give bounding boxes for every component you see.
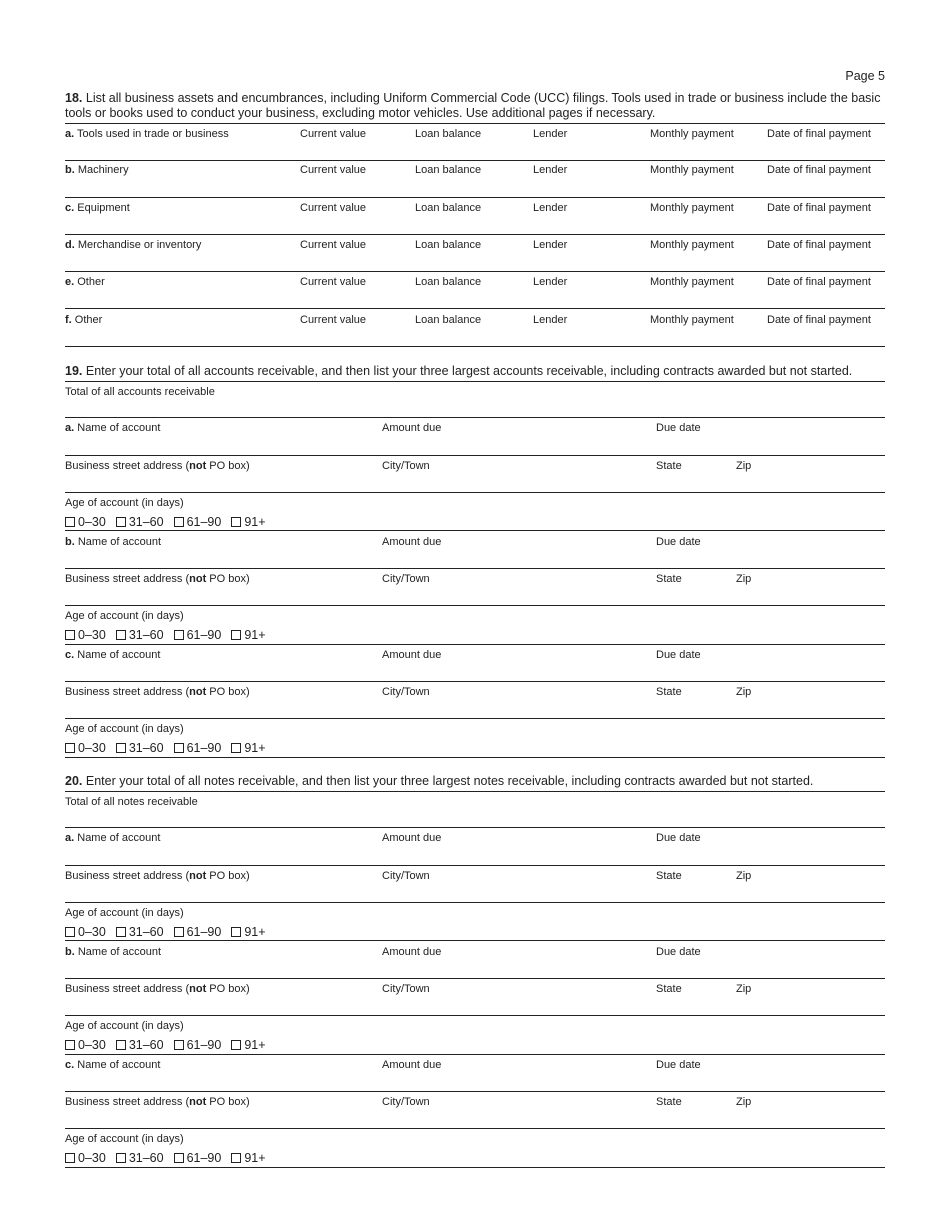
age-option-label: 31–60 [128,741,164,756]
asset-letter: f. [65,313,72,326]
checkbox[interactable] [65,743,75,753]
asset-column-label: Loan balance [415,238,482,251]
address-label [65,573,250,585]
age-options [65,1038,276,1052]
city-label: City/Town [382,459,430,472]
account-name-row[interactable] [65,942,885,979]
age-option[interactable] [116,741,164,755]
asset-column-label: Loan balance [415,201,482,214]
section-18-number: 18. [65,91,83,105]
age-option-label: 0–30 [78,1151,106,1166]
age-option[interactable] [231,1151,265,1165]
asset-letter: e. [65,276,75,289]
asset-label [65,314,102,326]
amount-due-label: Amount due [382,945,442,958]
age-option[interactable] [116,515,164,529]
account-letter: a. [65,832,75,845]
age-option-label: 61–90 [186,628,222,643]
city-label: City/Town [382,982,430,995]
account-address-row[interactable] [65,569,885,606]
address-label [65,1096,250,1108]
due-date-label: Due date [656,422,701,435]
asset-column-label: Monthly payment [650,201,734,214]
due-date-label: Due date [656,832,701,845]
age-option-label: 61–90 [186,1151,222,1166]
age-option[interactable] [174,515,222,529]
asset-column-label: Date of final payment [767,238,871,251]
section-20-instructions [65,774,885,789]
account-name-row[interactable] [65,645,885,682]
asset-row[interactable] [65,235,885,272]
checkbox[interactable] [174,517,184,527]
state-label: State [656,459,682,472]
address-label [65,686,250,698]
age-option[interactable] [116,925,164,939]
city-label: City/Town [382,572,430,585]
zip-label: Zip [736,869,752,882]
address-text-end: PO box) [206,982,250,995]
account-address-row[interactable] [65,866,885,903]
address-not: not [189,869,207,882]
due-date-label: Due date [656,648,701,661]
account-age-row [65,1129,885,1168]
due-date-label: Due date [656,535,701,548]
age-option[interactable] [174,925,222,939]
zip-label: Zip [736,1096,752,1108]
total-label: Total of all notes receivable [65,796,198,808]
asset-row[interactable] [65,310,885,347]
asset-label [65,276,105,288]
total-label: Total of all accounts receivable [65,386,215,398]
checkbox[interactable] [231,1153,241,1163]
city-label: City/Town [382,869,430,882]
checkbox[interactable] [231,927,241,937]
checkbox[interactable] [65,1153,75,1163]
asset-letter: b. [65,164,75,177]
checkbox[interactable] [231,1040,241,1050]
asset-column-label: Lender [533,128,568,140]
age-option[interactable] [231,628,265,642]
age-option-label: 61–90 [186,741,222,756]
asset-column-label: Date of final payment [767,201,871,214]
asset-column-label: Date of final payment [767,128,871,140]
age-option-label: 91+ [244,514,266,529]
address-not: not [189,459,207,472]
asset-label [65,202,130,214]
asset-name: Equipment [77,201,130,214]
age-option-label: 91+ [244,628,266,643]
address-label [65,460,250,472]
asset-column-label: Date of final payment [767,164,871,177]
checkbox[interactable] [65,630,75,640]
account-letter: b. [65,535,75,548]
age-option[interactable] [231,741,265,755]
asset-column-label: Loan balance [415,164,482,177]
age-option-label: 31–60 [128,1151,164,1166]
asset-label [65,164,129,176]
address-text: Business street address ( [65,982,190,995]
account-letter: b. [65,945,75,958]
account-name-row[interactable] [65,828,885,865]
age-option-label: 61–90 [186,514,222,529]
amount-due-label: Amount due [382,648,442,661]
account-name-text: Name of account [77,422,161,435]
age-label: Age of account (in days) [65,610,184,623]
age-option-label: 31–60 [128,628,164,643]
account-address-row[interactable] [65,1092,885,1129]
account-name-label [65,832,160,844]
asset-column-label: Date of final payment [767,313,871,326]
account-name-text: Name of account [77,832,161,845]
checkbox[interactable] [65,1040,75,1050]
section-19-instructions [65,364,885,379]
age-option-label: 31–60 [128,514,164,529]
section-19-number: 19. [65,364,83,378]
checkbox[interactable] [174,927,184,937]
age-option[interactable] [231,1038,265,1052]
account-letter: c. [65,648,75,661]
age-option-label: 0–30 [78,741,106,756]
asset-column-label: Lender [533,313,568,326]
address-text: Business street address ( [65,459,190,472]
checkbox[interactable] [116,927,126,937]
account-age-row [65,493,885,532]
due-date-label: Due date [656,1058,701,1071]
age-option[interactable] [65,1151,106,1165]
address-text-end: PO box) [206,1096,250,1108]
asset-letter: c. [65,201,75,214]
state-label: State [656,869,682,882]
age-option-label: 91+ [244,1038,266,1053]
account-name-label [65,536,161,548]
account-address-row[interactable] [65,456,885,493]
account-name-text: Name of account [77,648,161,661]
account-name-text: Name of account [77,1058,161,1071]
age-option[interactable] [174,628,222,642]
account-name-text: Name of account [77,945,161,958]
asset-column-label: Loan balance [415,128,482,140]
age-option[interactable] [65,925,106,939]
checkbox[interactable] [116,517,126,527]
age-option[interactable] [65,741,106,755]
address-label [65,983,250,995]
asset-column-label: Current value [300,164,367,177]
amount-due-label: Amount due [382,535,442,548]
address-not: not [189,1096,207,1108]
amount-due-label: Amount due [382,422,442,435]
checkbox[interactable] [65,927,75,937]
address-text: Business street address ( [65,869,190,882]
age-label: Age of account (in days) [65,1020,184,1033]
section-18-text: List all business assets and encumbrances, including Uniform Commercial Code (UCC) filings. Tools used in trade or business include the basic tools or books used to conduct your business, excluding motor vehicles. Use additional pages if necessary. [65,91,881,120]
age-option[interactable] [174,1038,222,1052]
age-options [65,925,276,939]
address-not: not [189,982,207,995]
account-name-row[interactable] [65,532,885,569]
account-address-row[interactable] [65,979,885,1016]
account-letter: c. [65,1058,75,1071]
zip-label: Zip [736,686,752,698]
age-label: Age of account (in days) [65,1133,184,1146]
address-text-end: PO box) [206,572,250,585]
asset-column-label: Current value [300,201,367,214]
account-name-label [65,1059,160,1071]
address-text: Business street address ( [65,1096,190,1108]
checkbox[interactable] [174,743,184,753]
asset-column-label: Lender [533,201,568,214]
account-name-label [65,649,160,661]
asset-name: Tools used in trade or business [77,128,229,140]
section-19-text: Enter your total of all accounts receivable, and then list your three largest accounts receivable, including contracts awarded but not started. [85,364,853,378]
asset-name: Machinery [77,164,129,177]
age-option-label: 61–90 [186,924,222,939]
age-option-label: 91+ [244,1151,266,1166]
checkbox[interactable] [65,517,75,527]
checkbox[interactable] [174,1153,184,1163]
city-label: City/Town [382,1096,430,1108]
zip-label: Zip [736,459,752,472]
account-letter: a. [65,422,75,435]
address-text-end: PO box) [206,686,250,698]
asset-column-label: Monthly payment [650,164,734,177]
age-options [65,1151,276,1165]
asset-column-label: Current value [300,276,367,289]
address-text: Business street address ( [65,572,190,585]
address-label [65,870,250,882]
asset-letter: a. [65,128,75,140]
age-option-label: 31–60 [128,924,164,939]
account-name-row[interactable] [65,1055,885,1092]
city-label: City/Town [382,686,430,698]
zip-label: Zip [736,572,752,585]
account-age-row [65,606,885,645]
address-text-end: PO box) [206,869,250,882]
asset-letter: d. [65,238,75,251]
asset-column-label: Lender [533,164,568,177]
checkbox[interactable] [231,630,241,640]
age-options [65,515,276,529]
asset-row[interactable] [65,272,885,309]
account-age-row [65,719,885,758]
account-name-text: Name of account [77,535,161,548]
asset-column-label: Loan balance [415,276,482,289]
asset-label [65,239,201,251]
age-option[interactable] [174,1151,222,1165]
section-20-text: Enter your total of all notes receivable, and then list your three largest notes receivable, including contracts awarded but not started. [85,774,814,788]
checkbox[interactable] [174,1040,184,1050]
amount-due-label: Amount due [382,1058,442,1071]
asset-name: Other [74,313,103,326]
section-20-number: 20. [65,774,83,788]
asset-column-label: Current value [300,238,367,251]
age-option-label: 0–30 [78,924,106,939]
checkbox[interactable] [116,743,126,753]
address-not: not [189,572,207,585]
due-date-label: Due date [656,945,701,958]
account-address-row[interactable] [65,682,885,719]
state-label: State [656,982,682,995]
checkbox[interactable] [174,630,184,640]
age-option[interactable] [231,515,265,529]
amount-due-label: Amount due [382,832,442,845]
age-option[interactable] [231,925,265,939]
age-option-label: 31–60 [128,1038,164,1053]
state-label: State [656,686,682,698]
age-option[interactable] [116,628,164,642]
asset-name: Merchandise or inventory [77,238,202,251]
total-field[interactable] [65,791,885,828]
asset-row[interactable] [65,198,885,235]
asset-label [65,128,229,140]
age-options [65,628,276,642]
address-not: not [189,686,207,698]
asset-column-label: Monthly payment [650,128,734,140]
age-option-label: 91+ [244,924,266,939]
age-option[interactable] [65,515,106,529]
page-number: Page 5 [845,69,885,83]
asset-column-label: Loan balance [415,313,482,326]
age-option-label: 0–30 [78,628,106,643]
asset-name: Other [77,276,105,289]
age-option[interactable] [65,1038,106,1052]
account-name-label [65,946,161,958]
total-field[interactable] [65,381,885,418]
asset-column-label: Monthly payment [650,238,734,251]
age-option-label: 0–30 [78,514,106,529]
asset-column-label: Current value [300,313,367,326]
asset-column-label: Monthly payment [650,313,734,326]
age-options [65,741,276,755]
address-text-end: PO box) [206,459,250,472]
age-option[interactable] [116,1151,164,1165]
age-label: Age of account (in days) [65,906,184,919]
account-age-row [65,1016,885,1055]
age-option-label: 91+ [244,741,266,756]
checkbox[interactable] [231,743,241,753]
zip-label: Zip [736,982,752,995]
asset-column-label: Monthly payment [650,276,734,289]
checkbox[interactable] [116,1153,126,1163]
age-option[interactable] [116,1038,164,1052]
state-label: State [656,1096,682,1108]
asset-column-label: Lender [533,238,568,251]
checkbox[interactable] [231,517,241,527]
asset-column-label: Current value [300,128,367,140]
asset-row[interactable] [65,123,885,161]
asset-column-label: Date of final payment [767,276,871,289]
state-label: State [656,572,682,585]
account-name-row[interactable] [65,418,885,455]
account-name-label [65,422,160,434]
age-option[interactable] [174,741,222,755]
asset-column-label: Lender [533,276,568,289]
checkbox[interactable] [116,630,126,640]
section-18-instructions [65,91,885,121]
age-option-label: 61–90 [186,1038,222,1053]
address-text: Business street address ( [65,686,190,698]
age-label: Age of account (in days) [65,723,184,736]
age-option-label: 0–30 [78,1038,106,1053]
asset-row[interactable] [65,160,885,197]
age-label: Age of account (in days) [65,496,184,509]
checkbox[interactable] [116,1040,126,1050]
age-option[interactable] [65,628,106,642]
account-age-row [65,903,885,942]
